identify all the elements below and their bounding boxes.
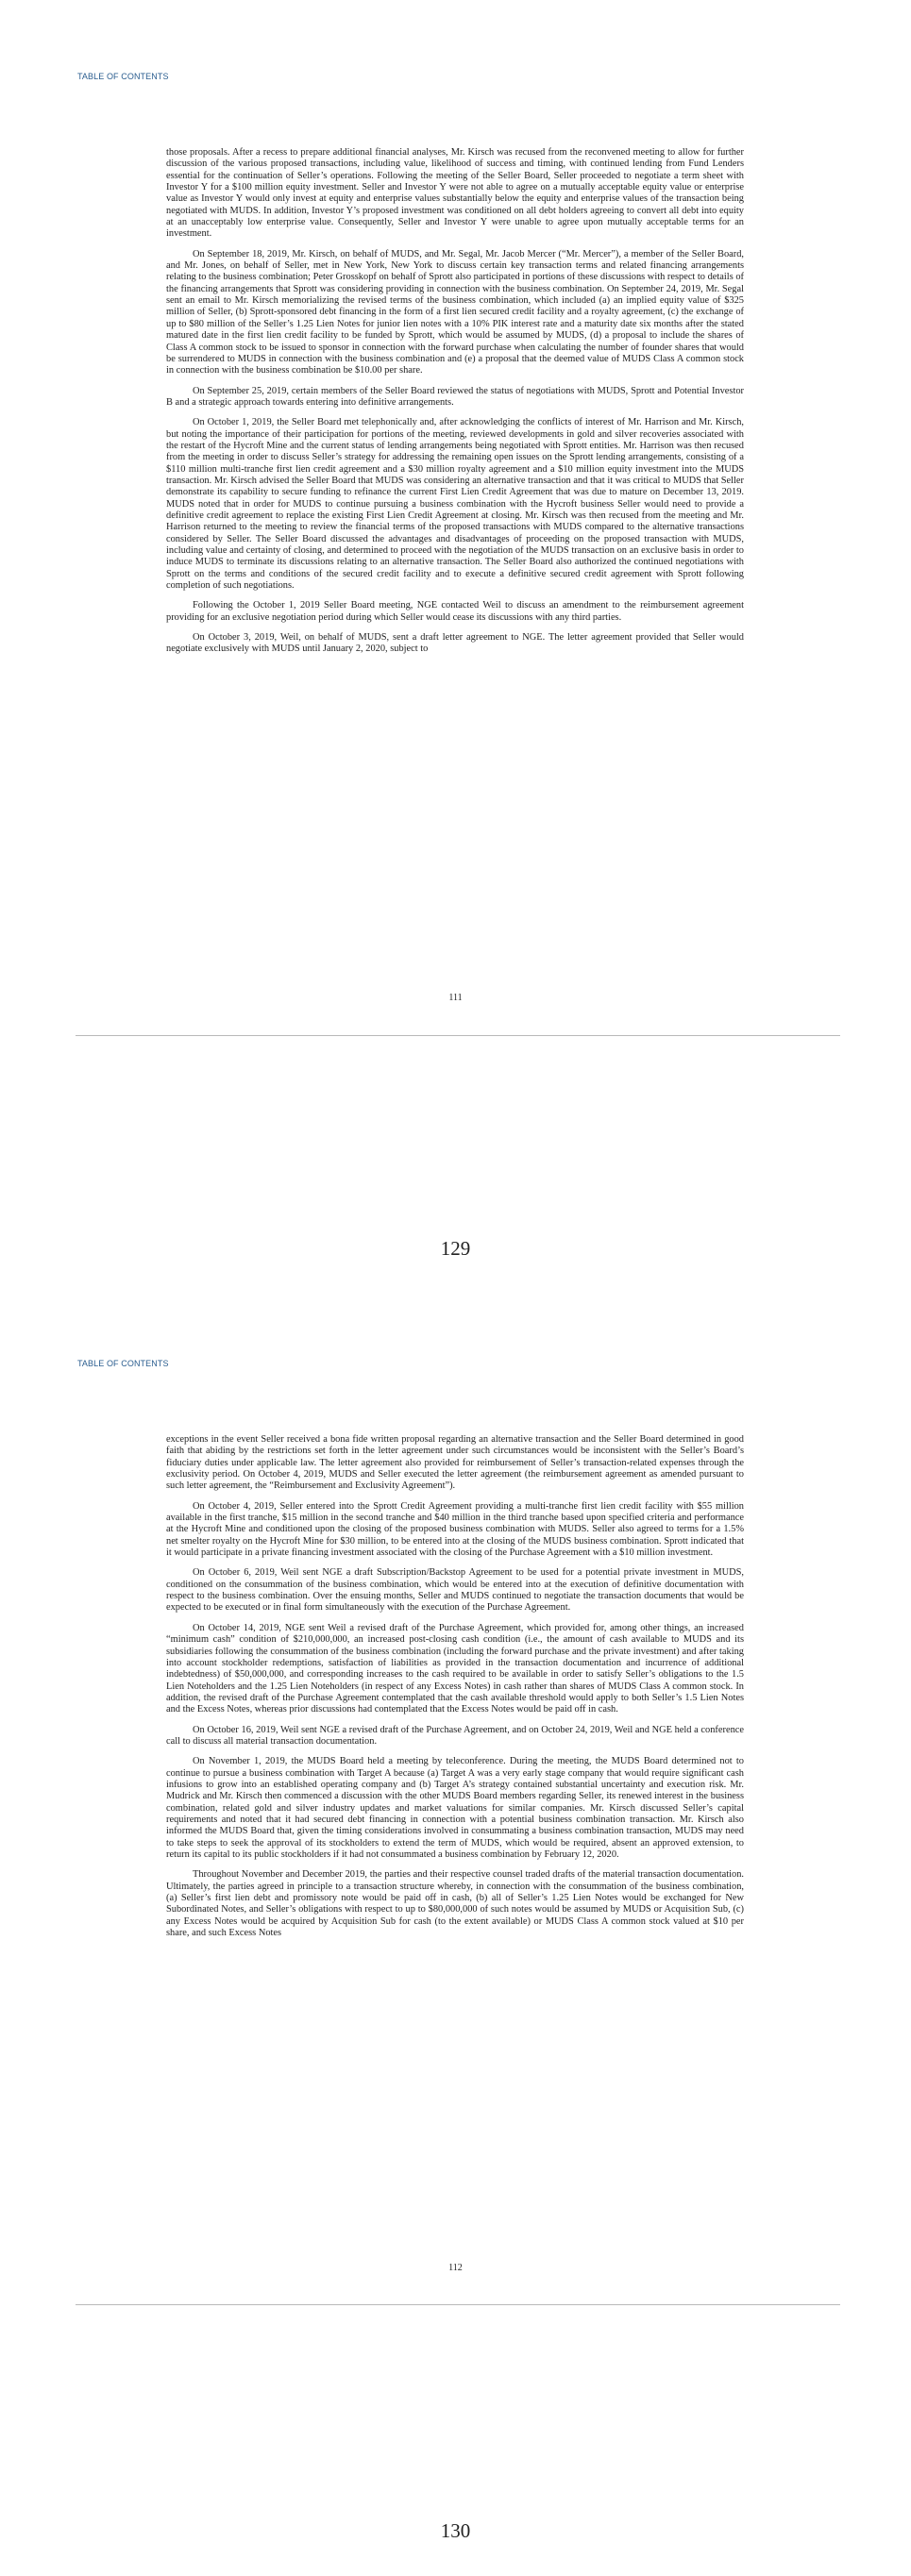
paragraph: On October 4, 2019, Seller entered into the Sprott Credit Agreement providing a multi-tranche first lien credit facility with $55 million available in the first tranche, $15 million in the second tranche and $40 million in the third tranche based upon specified criteria and performance at the Hycroft Mine and conditioned upon the closing of the proposed business combination with MUDS. Seller also agreed to terms for a 1.5% net smelter royalty on the Hycroft Mine for $30 million, to be entered into at the closing of the MUDS business combination. Sprott indicated that it would participate in a private financing investment associated with the closing of the Purchase Agreement with a $10 million investment. [166,1500,744,1559]
page-number: 129 [440,1237,471,1260]
table-of-contents-link[interactable]: TABLE OF CONTENTS [77,1359,169,1368]
paragraph: On October 1, 2019, the Seller Board met telephonically and, after acknowledging the conflicts of interest of Mr. Harrison and Mr. Kirsch, but noting the importance of their participation for portions of the meeting, reviewed developments in gold and silver recoveries associated with the restart of the Hycroft Mine and the current status of lending arrangements being negotiated with Sprott entities. Mr. Harrison was then recused from the meeting in order to discuss Seller’s strategy for addressing the remaining open issues on the Sprott lending arrangements, consisting of a $110 million multi-tranche first lien credit agreement and a $30 million royalty agreement and a $10 million equity investment into the MUDS transaction. Mr. Kirsch advised the Seller Board that MUDS was considering an alternative transaction and that it was critical to MUDS that Seller demonstrate its capability to secure funding to refinance the current First Lien Credit Agreement that was due to mature on December 13, 2019. MUDS noted that in order for MUDS to continue pursuing a business combination with the Hycroft business Seller would need to provide a definitive credit agreement to replace the existing First Lien Credit Agreement at closing. Mr. Kirsch was then recused from the meeting and Mr. Harrison returned to the meeting to review the financial terms of the proposed transactions with MUDS compared to the alternative transactions considered by Seller. The Seller Board discussed the advantages and disadvantages of proceeding on the proposed transaction with MUDS, including value and certainty of closing, and determined to proceed with the negotiation of the MUDS transaction on an exclusive basis in order to induce MUDS to terminate its discussions relating to an alternative transaction. The Seller Board also authorized the continued negotiations with Sprott on the terms and conditions of the secured credit facility and to execute a definitive secured credit agreement with Sprott following completion of such negotiations. [166,417,744,592]
paragraph: exceptions in the event Seller received a bona fide written proposal regarding an alternative transaction and the Seller Board determined in good faith that abiding by the restrictions set forth in the letter agreement under such circumstances would be inconsistent with the Seller’s Board’s fiduciary duties under applicable law. The letter agreement also provided for reimbursement of Seller’s transaction-related expenses through the exclusivity period. On October 4, 2019, MUDS and Seller executed the letter agreement (the reimbursement agreement as amended pursuant to such letter agreement, the “Reimbursement and Exclusivity Agreement”). [166,1434,744,1492]
paragraph: Throughout November and December 2019, the parties and their respective counsel traded drafts of the material transaction documentation. Ultimately, the parties agreed in principle to a transaction structure whereby, in connection with the consummation of the business combination, (a) Seller’s first lien debt and promissory note would be paid off in cash, (b) all of Seller’s 1.25 Lien Notes would be exchanged for New Subordinated Notes, and Seller’s obligations with respect to up to $80,000,000 of such notes would be assumed by MUDS or Acquisition Sub, (c) any Excess Notes would be acquired by Acquisition Sub for cash (to the extent available) or MUDS Class A common stock valued at $10 per share, and such Excess Notes [166,1869,744,1939]
page-111-body [166,147,744,664]
page-divider [76,2304,840,2305]
paragraph: On November 1, 2019, the MUDS Board held a meeting by teleconference. During the meeting, the MUDS Board determined not to continue to pursue a business combination with Target A because (a) Target A was a very early stage company that would require significant cash infusions to grow into an established operating company and (b) Target A’s strategy contained substantial uncertainty and execution risk. Mr. Mudrick and Mr. Kirsch then commenced a discussion with the other MUDS Board members regarding Seller, its renewed interest in the business combination, related gold and silver industry updates and market valuations for similar companies. Mr. Kirsch discussed Seller’s capital requirements and noted that it had secured debt financing in connection with a potential business combination transaction. Mr. Kirsch also informed the MUDS Board that, given the timing considerations involved in consummating a business combination transaction, MUDS may need to take steps to seek the approval of its stockholders to extend the term of MUDS, which would be required, absent an approved extension, to return its capital to its public stockholders if it had not consummated a business combination by February 12, 2020. [166,1756,744,1860]
paragraph: those proposals. After a recess to prepare additional financial analyses, Mr. Kirsch was recused from the reconvened meeting to allow for further discussion of the various proposed transactions, including value, likelihood of success and timing, with continued lending from Fund Lenders essential for the continuation of Seller’s operations. Following the meeting of the Seller Board, Seller proceeded to negotiate a term sheet with Investor Y for a $100 million equity investment. Seller and Investor Y were not able to agree on a mutually acceptable equity value or enterprise value as Investor Y would only invest at equity and enterprise values substantially below the equity and enterprise values of the transaction being negotiated with MUDS. In addition, Investor Y’s proposed investment was conditioned on all debt holders agreeing to convert all debt into equity at an unacceptably low enterprise value. Consequently, Seller and Investor Y were unable to agree upon mutually acceptable terms for an investment. [166,147,744,240]
paragraph: On October 6, 2019, Weil sent NGE a draft Subscription/Backstop Agreement to be used for a potential private investment in MUDS, conditioned on the consummation of the business combination, which would be entered into at the execution of definitive documentation with respect to the business combination. Over the ensuing months, Seller and MUDS continued to negotiate the transaction documents that would be expected to be executed or in final form simultaneously with the execution of the Purchase Agreement. [166,1567,744,1614]
page-folio: 111 [448,993,463,1003]
page-112-body [166,1434,744,1948]
paragraph: On September 25, 2019, certain members of the Seller Board reviewed the status of negotiations with MUDS, Sprott and Potential Investor B and a strategic approach towards entering into definitive arrangements. [166,385,744,408]
paragraph: On October 16, 2019, Weil sent NGE a revised draft of the Purchase Agreement, and on October 24, 2019, Weil and NGE held a conference call to discuss all material transaction documentation. [166,1724,744,1747]
paragraph: On October 3, 2019, Weil, on behalf of MUDS, sent a draft letter agreement to NGE. The letter agreement provided that Seller would negotiate exclusively with MUDS until January 2, 2020, subject to [166,632,744,655]
paragraph: Following the October 1, 2019 Seller Board meeting, NGE contacted Weil to discuss an amendment to the reimbursement agreement providing for an exclusive negotiation period during which Seller would cease its discussions with any third parties. [166,600,744,623]
table-of-contents-link[interactable]: TABLE OF CONTENTS [77,72,169,81]
paragraph: On October 14, 2019, NGE sent Weil a revised draft of the Purchase Agreement, which provided for, among other things, an increased “minimum cash” condition of $210,000,000, an increased post-closing cash condition (i.e., the amount of cash available to MUDS and its subsidiaries following the consummation of the business combination (including the forward purchase and the private investment) and after taking into account stockholder redemptions, satisfaction of liabilities as provided in the transaction documentation and incurrence of additional indebtedness) of $50,000,000, and corresponding increases to the cash required to be available in order to satisfy Seller’s obligations to the 1.5 Lien Noteholders and the 1.25 Lien Noteholders (in respect of any Excess Notes) in cash rather than shares of MUDS Class A common stock. In addition, the revised draft of the Purchase Agreement contemplated that the cash available threshold would apply to both Seller’s 1.5 Lien Notes and the Excess Notes, whereas prior discussions had contemplated that the Excess Notes would be paid off in cash. [166,1622,744,1715]
page-divider [76,1035,840,1036]
page-number: 130 [440,2519,471,2542]
paragraph: On September 18, 2019, Mr. Kirsch, on behalf of MUDS, and Mr. Segal, Mr. Jacob Mercer (“Mr. Mercer”), a member of the Seller Board, and Mr. Jones, on behalf of Seller, met in New York, New York to discuss certain key transaction terms and related financing arrangements relating to the business combination; Peter Grosskopf on behalf of Sprott also participated in portions of these discussions with respect to details of the financing arrangements that Sprott was considering providing in connection with the business combination. On September 24, 2019, Mr. Segal sent an email to Mr. Kirsch memorializing the revised terms of the business combination, which included (a) an implied equity value of $325 million of Seller, (b) Sprott-sponsored debt financing in the form of a first lien secured credit facility and a royalty agreement, (c) the exchange of up to $80 million of the Seller’s 1.25 Lien Notes for junior lien notes with a 10% PIK interest rate and a maturity date six months after the stated matured date in the first lien credit facility to be funded by Sprott, which would be assumed by MUDS, (d) a proposal to include the shares of Class A common stock to be issued to sponsor in connection with the forward purchase when calculating the number of founder shares that would be surrendered to MUDS in connection with the business combination and (e) a proposal that the deemed value of MUDS Class A common stock in connection with the business combination be $10.00 per share. [166,248,744,376]
page-folio: 112 [448,2263,463,2273]
